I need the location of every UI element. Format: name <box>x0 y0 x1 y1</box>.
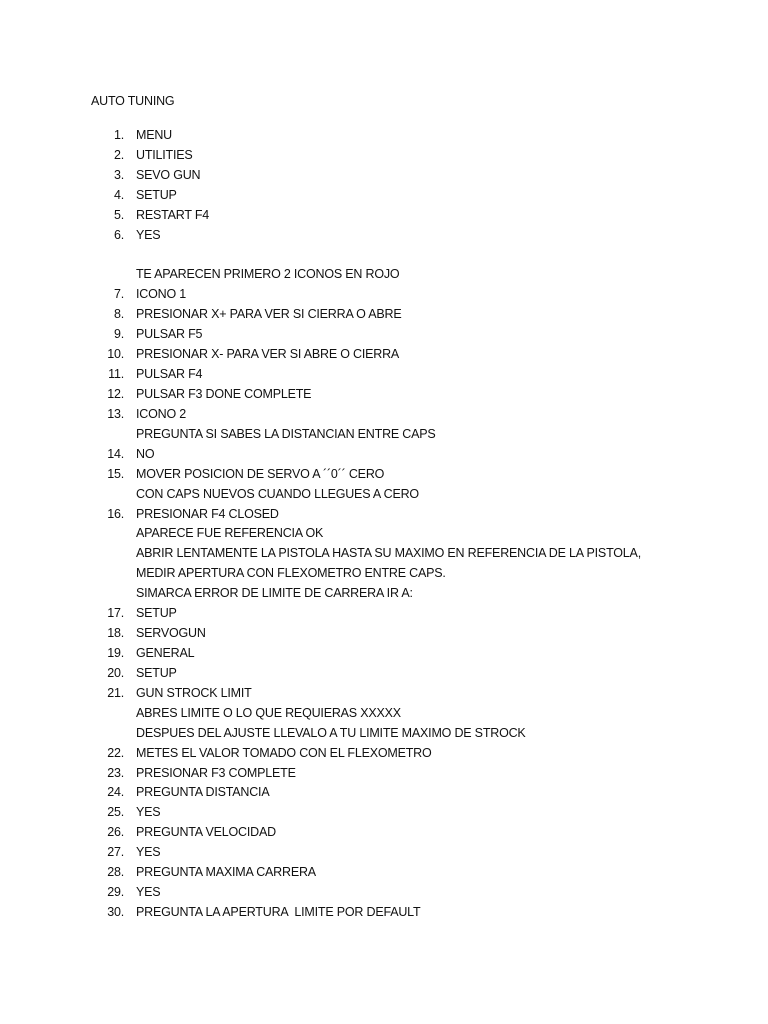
list-item <box>0 903 768 923</box>
list-item-number: 6. <box>113 227 124 242</box>
list-item-text: METES EL VALOR TOMADO CON EL FLEXOMETRO <box>136 745 432 760</box>
list-item-text: PREGUNTA MAXIMA CARRERA <box>136 865 316 880</box>
list-item <box>0 564 768 584</box>
list-item-text: PREGUNTA DISTANCIA <box>136 785 270 800</box>
list-item-number: 2. <box>113 147 124 162</box>
list-item <box>0 166 768 186</box>
list-item <box>0 445 768 465</box>
list-item-number: 14. <box>107 446 124 461</box>
list-item-text: GENERAL <box>136 645 195 660</box>
list-item-text: SETUP <box>136 665 177 680</box>
list-item <box>0 624 768 644</box>
list-item-text: YES <box>136 805 161 820</box>
list-item-number: 7. <box>113 287 124 302</box>
list-item-number: 18. <box>107 626 124 641</box>
list-item <box>0 744 768 764</box>
list-item <box>0 803 768 823</box>
list-item <box>0 604 768 624</box>
list-item-text: PRESIONAR X- PARA VER SI ABRE O CIERRA <box>136 347 400 362</box>
list-item <box>0 385 768 405</box>
list-item-text: PREGUNTA VELOCIDAD <box>136 825 276 840</box>
list-item-number: 29. <box>107 885 124 900</box>
list-item <box>0 724 768 744</box>
list-item-number: 15. <box>107 466 124 481</box>
list-item-number: 19. <box>107 645 124 660</box>
list-item <box>0 823 768 843</box>
document-title: AUTO TUNING <box>91 94 175 108</box>
list-item <box>0 544 768 564</box>
list-item <box>0 126 768 146</box>
list-item-text: MOVER POSICION DE SERVO A ´´0´´ CERO <box>136 466 385 481</box>
list-item-text: CON CAPS NUEVOS CUANDO LLEGUES A CERO <box>136 486 419 501</box>
list-item-text: TE APARECEN PRIMERO 2 ICONOS EN ROJO <box>136 267 400 282</box>
list-item-text: SERVOGUN <box>136 626 206 641</box>
list-item-text: NO <box>136 446 155 461</box>
list-item <box>0 505 768 525</box>
list-item <box>0 206 768 226</box>
list-item-text: PULSAR F5 <box>136 327 203 342</box>
list-item-number: 22. <box>107 745 124 760</box>
list-item <box>0 226 768 246</box>
list-item-text: SETUP <box>136 187 177 202</box>
list-item-number: 9. <box>113 327 124 342</box>
list-item-text: APARECE FUE REFERENCIA OK <box>136 526 324 541</box>
list-item <box>0 684 768 704</box>
list-item <box>0 405 768 425</box>
list-item-text: SIMARCA ERROR DE LIMITE DE CARRERA IR A: <box>136 586 413 601</box>
list-item <box>0 186 768 206</box>
list-item-text: ICONO 1 <box>136 287 186 302</box>
list-item-number: 8. <box>113 307 124 322</box>
list-item <box>0 246 768 266</box>
list-item <box>0 465 768 485</box>
list-item-number: 12. <box>107 386 124 401</box>
list-item-number: 30. <box>107 904 124 919</box>
list-item-number: 24. <box>107 785 124 800</box>
list-item-text: SEVO GUN <box>136 167 201 182</box>
list-item <box>0 644 768 664</box>
list-item-number: 26. <box>107 825 124 840</box>
list-item <box>0 584 768 604</box>
list-item-text: PRESIONAR X+ PARA VER SI CIERRA O ABRE <box>136 307 402 322</box>
list-item-text: GUN STROCK LIMIT <box>136 685 252 700</box>
list-item <box>0 285 768 305</box>
list-item-text: RESTART F4 <box>136 207 210 222</box>
list-item <box>0 704 768 724</box>
instruction-list <box>0 126 768 923</box>
list-item <box>0 783 768 803</box>
list-item <box>0 146 768 166</box>
list-item <box>0 365 768 385</box>
list-item <box>0 883 768 903</box>
list-item-text: ICONO 2 <box>136 406 186 421</box>
list-item-text: PRESIONAR F3 COMPLETE <box>136 765 296 780</box>
list-item-number: 23. <box>107 765 124 780</box>
list-item <box>0 265 768 285</box>
list-item-text: PREGUNTA LA APERTURA LIMITE POR DEFAULT <box>136 904 421 919</box>
list-item-number: 5. <box>113 207 124 222</box>
list-item <box>0 524 768 544</box>
list-item-text: UTILITIES <box>136 147 193 162</box>
list-item <box>0 305 768 325</box>
list-item-number: 3. <box>113 167 124 182</box>
list-item <box>0 485 768 505</box>
list-item-number: 16. <box>107 506 124 521</box>
list-item-number: 4. <box>113 187 124 202</box>
list-item-number: 21. <box>107 685 124 700</box>
list-item <box>0 843 768 863</box>
list-item-number: 11. <box>108 367 124 382</box>
list-item-number: 27. <box>107 845 124 860</box>
list-item-text: YES <box>136 885 161 900</box>
list-item <box>0 425 768 445</box>
list-item-number: 10. <box>107 347 124 362</box>
list-item-text: PREGUNTA SI SABES LA DISTANCIAN ENTRE CAPS <box>136 426 436 441</box>
list-item <box>0 325 768 345</box>
list-item <box>0 345 768 365</box>
list-item-text: MENU <box>136 128 173 142</box>
list-item-text: ABRES LIMITE O LO QUE REQUIERAS XXXXX <box>136 705 401 720</box>
list-item-text: YES <box>136 845 161 860</box>
list-item-text: SETUP <box>136 606 177 621</box>
list-item <box>0 664 768 684</box>
list-item-number: 28. <box>107 865 124 880</box>
list-item-number: 25. <box>107 805 124 820</box>
list-item-text: YES <box>136 227 161 242</box>
list-item-text: PULSAR F4 <box>136 367 203 382</box>
list-item-text: ABRIR LENTAMENTE LA PISTOLA HASTA SU MAXIMO EN REFERENCIA DE LA PISTOLA, <box>136 546 641 561</box>
list-item <box>0 863 768 883</box>
list-item-number: 1. <box>113 128 124 142</box>
list-item-number: 17. <box>107 606 124 621</box>
list-item-text: PULSAR F3 DONE COMPLETE <box>136 386 312 401</box>
list-item-text: DESPUES DEL AJUSTE LLEVALO A TU LIMITE MAXIMO DE STROCK <box>136 725 526 740</box>
list-item-number: 20. <box>107 665 124 680</box>
list-item <box>0 764 768 784</box>
list-item-number: 13. <box>107 406 124 421</box>
list-item-text: MEDIR APERTURA CON FLEXOMETRO ENTRE CAPS. <box>136 566 446 581</box>
list-item-text: PRESIONAR F4 CLOSED <box>136 506 279 521</box>
